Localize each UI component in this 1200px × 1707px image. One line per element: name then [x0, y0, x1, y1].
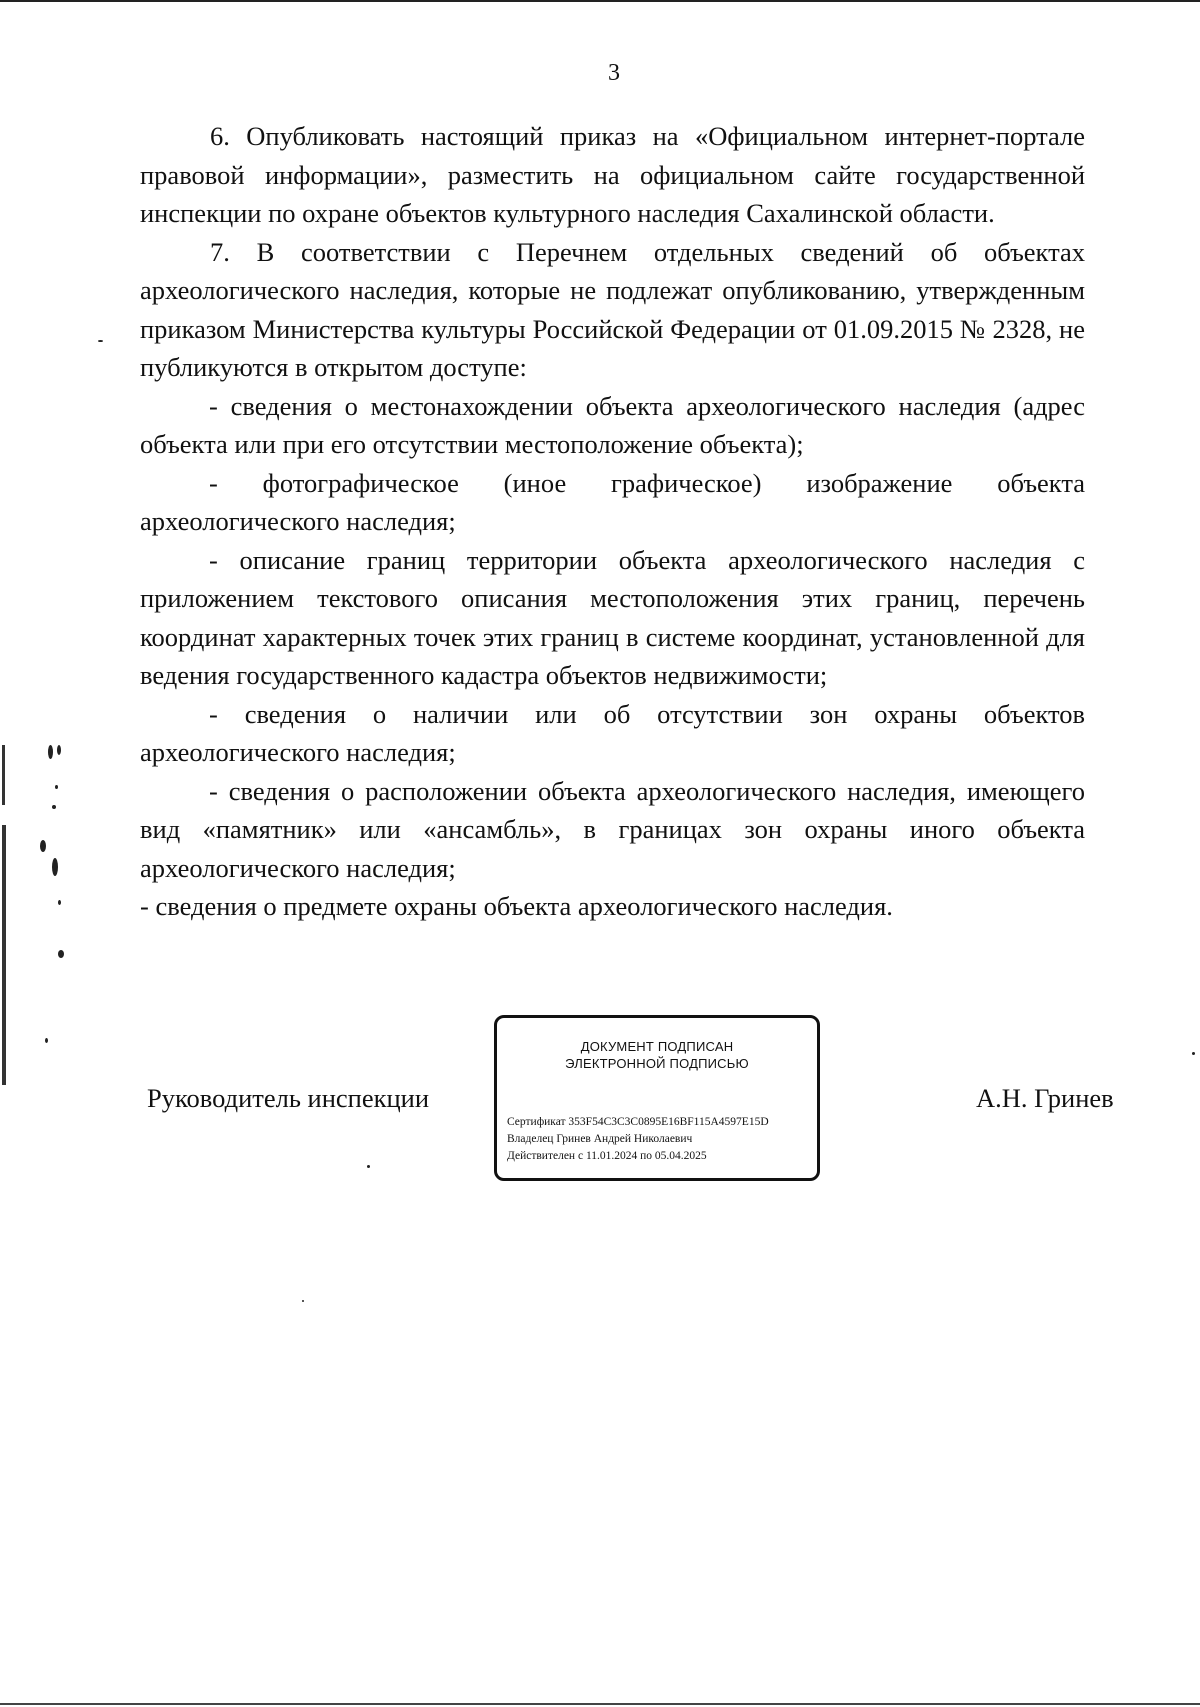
paragraph-7-restrictions: 7. В соответствии с Перечнем отдельных сведений об объектах археологического наследия, которые не подлежат опубликованию, утвержденным приказом Министерства культуры Российской Федерации от 01.09.2015 № 2328, не публикуются в открытом доступе:: [140, 236, 1085, 382]
stamp-title: [497, 1038, 817, 1072]
scan-speck: [58, 900, 61, 905]
scan-speck: [302, 1300, 304, 1302]
scan-speck: [48, 745, 53, 759]
scan-speck: [58, 950, 64, 958]
list-item-boundaries: - описание границ территории объекта археологического наследия с приложением текстового описания местоположения этих границ, перечень координат характерных точек этих границ в системе координат, установленной для ведения государственного кадастра объектов недвижимости;: [140, 544, 1085, 690]
scan-left-edge-mark: [2, 745, 5, 805]
scan-speck: [57, 745, 61, 755]
list-item-monument-location: - сведения о расположении объекта археологического наследия, имеющего вид «памятник» или «ансамбль», в границах зон охраны иного объекта археологического наследия;: [140, 775, 1085, 883]
scan-speck: [367, 1165, 370, 1168]
scan-left-edge-mark: [2, 825, 6, 1085]
signatory-name: А.Н. Гринев: [976, 1083, 1114, 1113]
signatory-role: Руководитель инспекции: [147, 1083, 430, 1113]
scan-speck: [55, 785, 58, 789]
stamp-validity: Действителен с 11.01.2024 по 05.04.2025: [507, 1150, 707, 1162]
stamp-title-line2: ЭЛЕКТРОННОЙ ПОДПИСЬЮ: [565, 1056, 749, 1071]
document-body: [140, 117, 1085, 926]
electronic-signature-stamp: [494, 1015, 820, 1181]
list-item-photo-image: - фотографическое (иное графическое) изображение объекта археологического наследия;: [140, 467, 1085, 536]
scan-speck: [45, 1038, 48, 1043]
list-item-location-info: - сведения о местонахождении объекта археологического наследия (адрес объекта или при его отсутствии местоположение объекта);: [140, 390, 1085, 459]
list-item-protection-subject: - сведения о предмете охраны объекта археологического наследия.: [140, 891, 893, 921]
scan-speck: [52, 805, 56, 809]
scan-speck: [1192, 1052, 1195, 1055]
scan-speck: [52, 858, 58, 876]
scan-speck: [98, 340, 103, 342]
paragraph-6-publish: 6. Опубликовать настоящий приказ на «Официальном интернет-портале правовой информации», разместить на официальном сайте государственной инспекции по охране объектов культурного наследия Сахалинской области.: [140, 121, 1085, 228]
stamp-title-line1: ДОКУМЕНТ ПОДПИСАН: [580, 1039, 734, 1054]
stamp-details: [507, 1114, 769, 1165]
stamp-certificate: Сертификат 353F54C3C3C0895E16BF115A4597E15D: [507, 1116, 769, 1128]
scan-top-edge: [0, 0, 1200, 2]
page-number: 3: [608, 60, 620, 86]
list-item-protection-zones: - сведения о наличии или об отсутствии зон охраны объектов археологического наследия;: [140, 698, 1085, 767]
scan-bottom-edge: [0, 1703, 1200, 1705]
stamp-owner: Владелец Гринев Андрей Николаевич: [507, 1133, 693, 1145]
scan-speck: [40, 840, 46, 852]
